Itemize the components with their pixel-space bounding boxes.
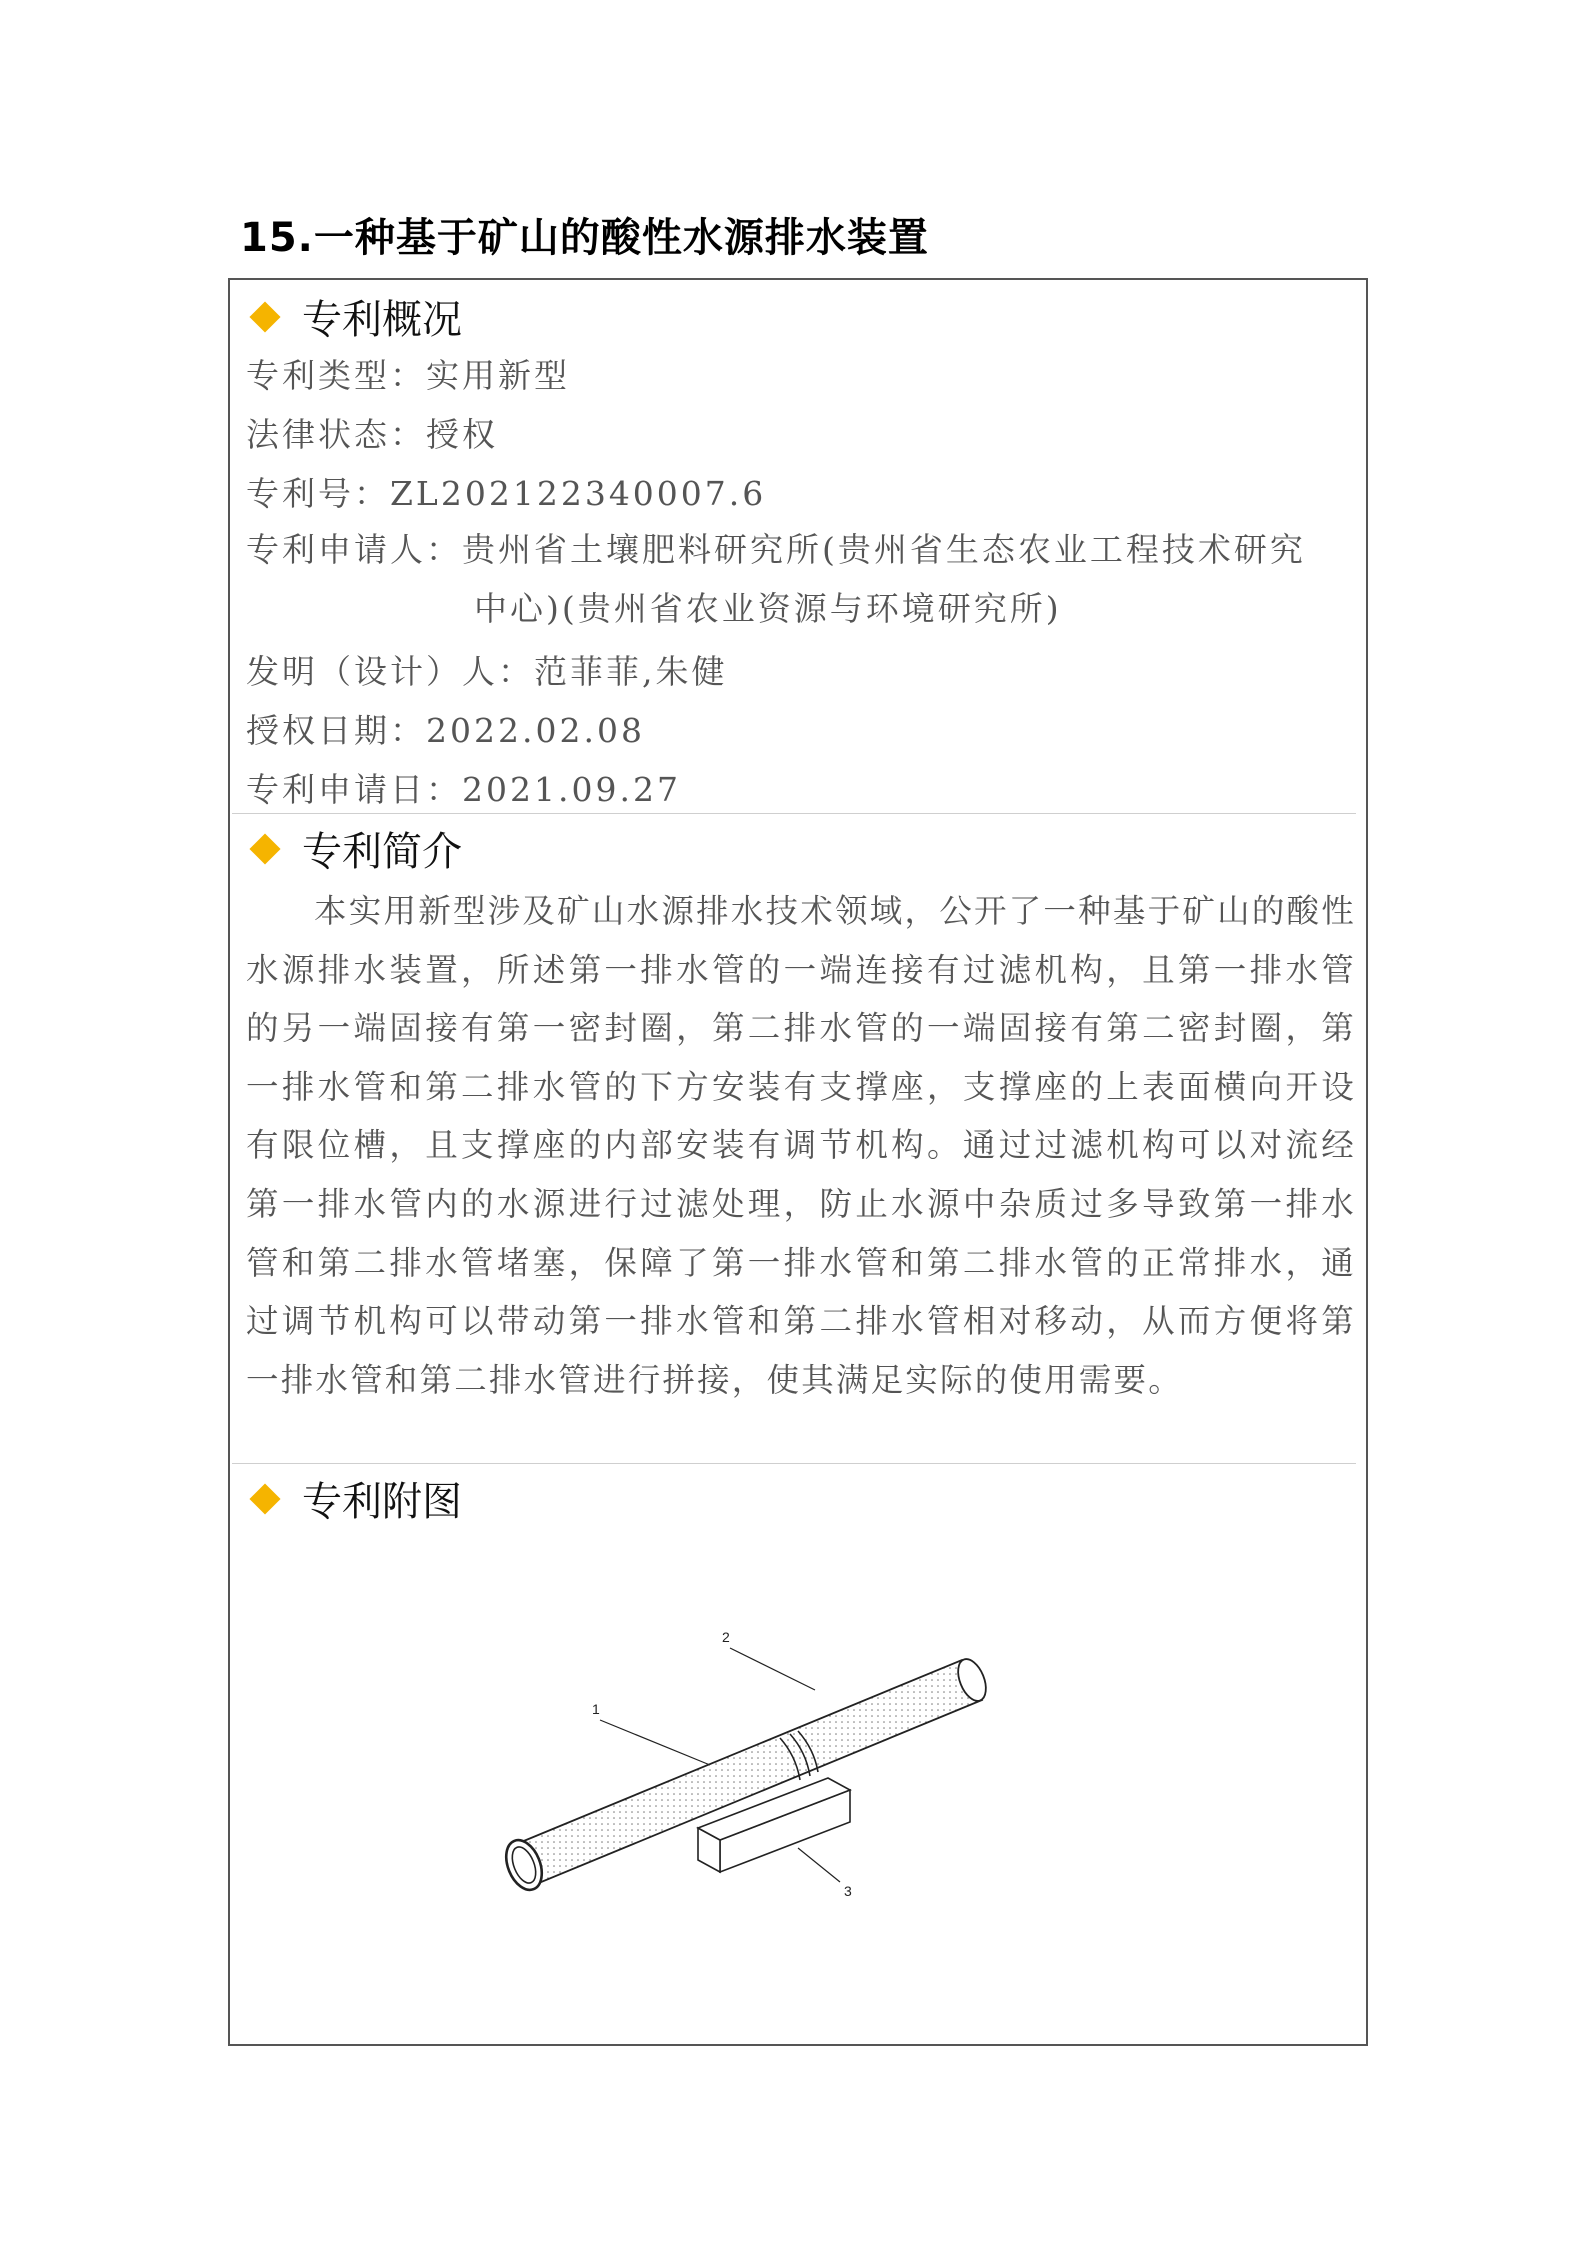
summary-heading-text: 专利简介 — [302, 829, 462, 875]
figure-label-1: 1 — [592, 1701, 600, 1717]
figure-heading — [246, 1470, 462, 1527]
leader-line-3 — [798, 1848, 840, 1882]
document-title: 15.一种基于矿山的酸性水源排水装置 — [240, 215, 929, 261]
apply-date-row — [246, 764, 681, 811]
leader-line-2 — [730, 1648, 815, 1690]
applicant-value-line1: 贵州省土壤肥料研究所(贵州省生态农业工程技术研究 — [462, 530, 1306, 569]
inventor-value: 范菲菲,朱健 — [534, 652, 728, 691]
applicant-row — [246, 520, 1306, 638]
legal-status-row — [246, 409, 498, 456]
section-divider — [232, 813, 1356, 814]
figure-label-2: 2 — [722, 1629, 730, 1645]
overview-heading — [246, 288, 462, 345]
apply-date-value: 2021.09.27 — [462, 770, 681, 809]
inventor-row — [246, 646, 728, 693]
applicant-label: 专利申请人： — [246, 530, 462, 569]
patent-info-table — [228, 278, 1368, 2046]
overview-heading-text: 专利概况 — [302, 297, 462, 343]
figure-label-3: 3 — [844, 1883, 852, 1899]
leader-line-1 — [600, 1720, 710, 1765]
section-divider — [232, 1463, 1356, 1464]
patent-drawing — [480, 1600, 1120, 1930]
legal-status-label: 法律状态： — [246, 415, 426, 454]
grant-date-value: 2022.02.08 — [426, 711, 645, 750]
patent-number-label: 专利号： — [246, 474, 390, 513]
patent-type-label: 专利类型： — [246, 356, 426, 395]
summary-heading — [246, 820, 462, 877]
patent-type-value: 实用新型 — [426, 356, 570, 395]
legal-status-value: 授权 — [426, 415, 498, 454]
summary-text: 本实用新型涉及矿山水源排水技术领域，公开了一种基于矿山的酸性水源排水装置，所述第一排水管的一端连接有过滤机构，且第一排水管的另一端固接有第一密封圈，第二排水管的一端固接有第二密封圈，第一排水管和第二排水管的下方安装有支撑座，支撑座的上表面横向开设有限位槽，且支撑座的内部安装有调节机构。通过过滤机构可以对流经第一排水管内的水源进行过滤处理，防止水源中杂质过多导致第一排水管和第二排水管堵塞，保障了第一排水管和第二排水管的正常排水，通过调节机构可以带动第一排水管和第二排水管相对移动，从而方便将第一排水管和第二排水管进行拼接，使其满足实际的使用需要。 — [246, 892, 1356, 1399]
inventor-label: 发明（设计）人： — [246, 652, 534, 691]
patent-number-row — [246, 468, 766, 515]
grant-date-label: 授权日期： — [246, 711, 426, 750]
patent-number-value: ZL202122340007.6 — [390, 474, 767, 513]
diamond-bullet-icon — [249, 1483, 280, 1514]
applicant-value-line2: 中心)(贵州省农业资源与环境研究所) — [474, 589, 1062, 628]
diamond-bullet-icon — [249, 301, 280, 332]
figure-heading-text: 专利附图 — [302, 1479, 462, 1525]
patent-type-row — [246, 350, 570, 397]
grant-date-row — [246, 705, 645, 752]
diamond-bullet-icon — [249, 833, 280, 864]
apply-date-label: 专利申请日： — [246, 770, 462, 809]
